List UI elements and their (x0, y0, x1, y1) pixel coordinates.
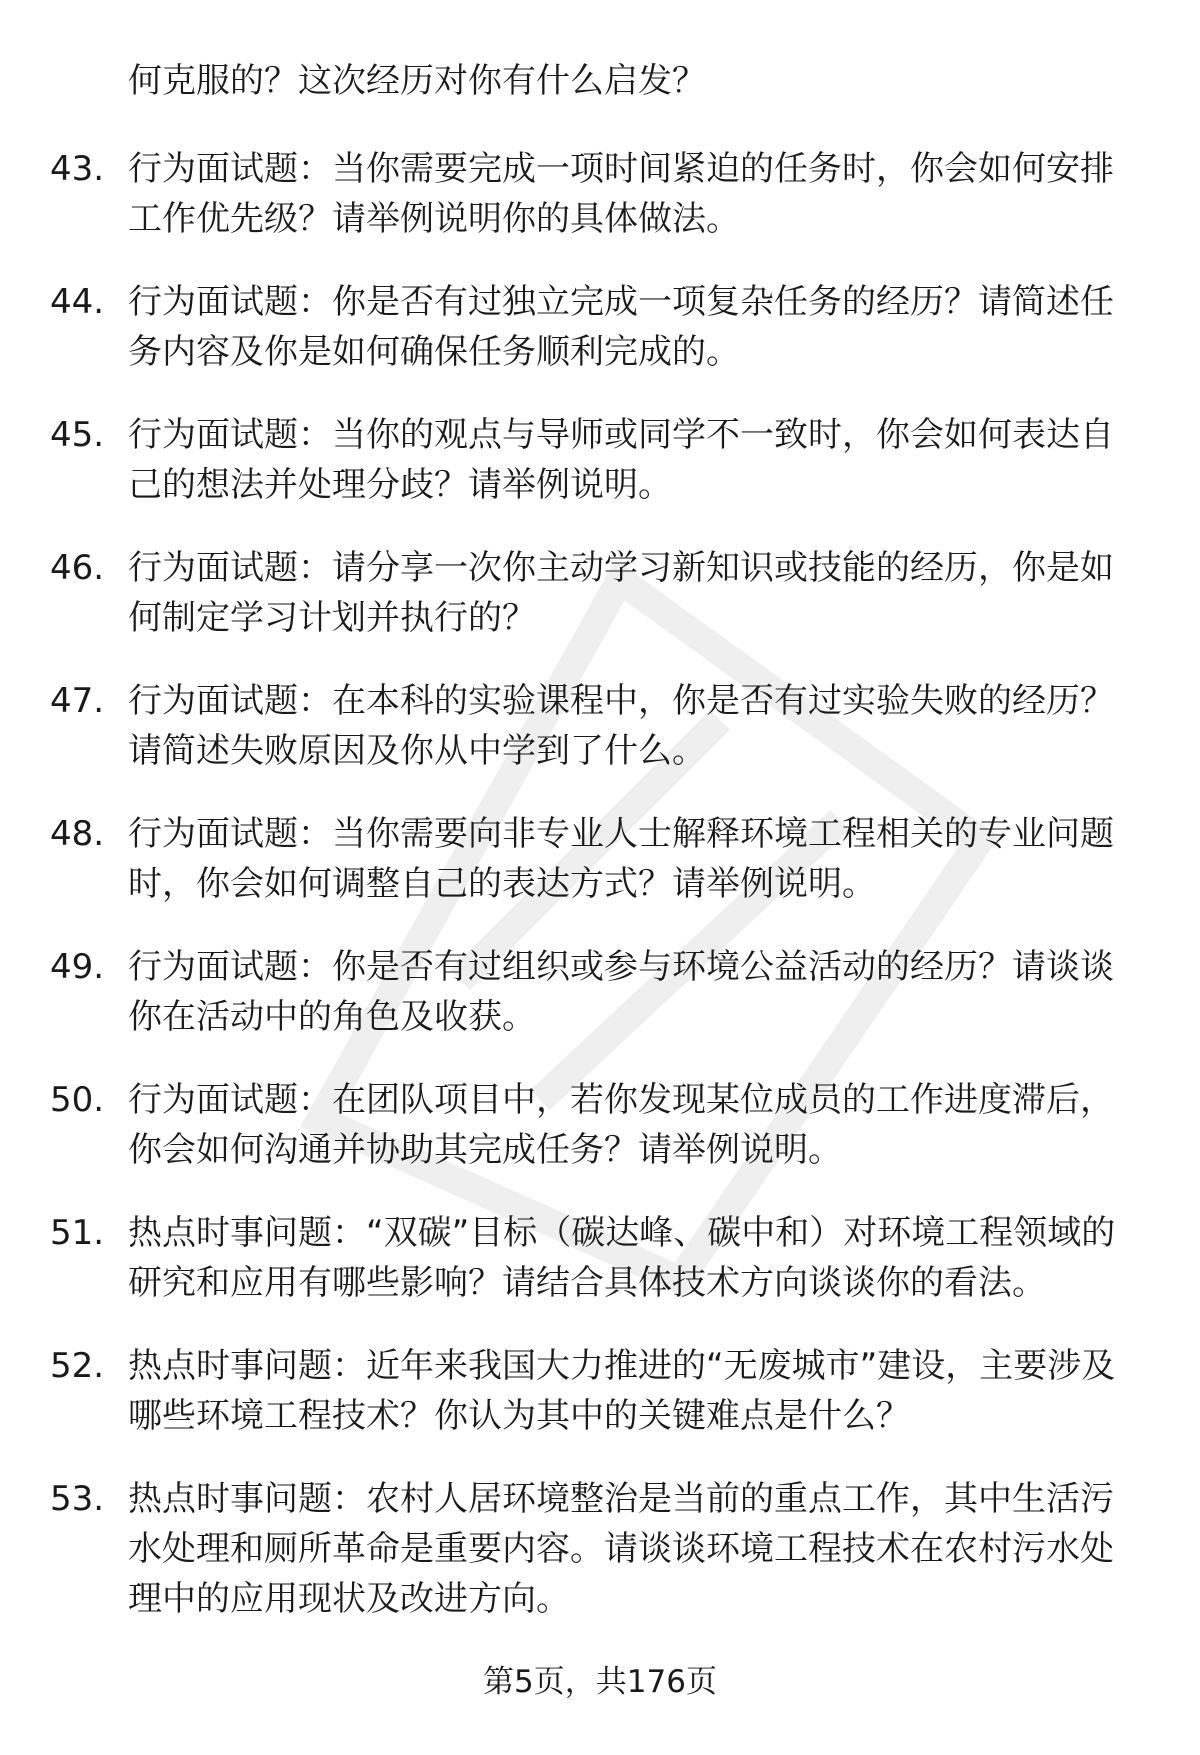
question-item (0, 1208, 1138, 1308)
question-text: 行为面试题：请分享一次你主动学习新知识或技能的经历，你是如何制定学习计划并执行的？ (128, 548, 1114, 638)
question-item (0, 277, 1138, 377)
question-number: 53. (50, 1479, 105, 1519)
question-number: 44. (50, 282, 105, 322)
question-text: 行为面试题：当你需要完成一项时间紧迫的任务时，你会如何安排工作优先级？请举例说明你的具体做法。 (128, 149, 1114, 239)
question-text: 行为面试题：当你需要向非专业人士解释环境工程相关的专业问题时，你会如何调整自己的表达方式？请举例说明。 (128, 814, 1114, 904)
continuation-text: 何克服的？这次经历对你有什么启发？ (128, 61, 706, 101)
question-text: 行为面试题：在团队项目中，若你发现某位成员的工作进度滞后，你会如何沟通并协助其完成任务？请举例说明。 (128, 1080, 1114, 1170)
question-item (0, 410, 1138, 510)
question-number: 45. (50, 415, 105, 455)
question-text: 行为面试题：你是否有过组织或参与环境公益活动的经历？请谈谈你在活动中的角色及收获。 (128, 947, 1114, 1037)
question-number: 47. (50, 681, 105, 721)
question-item (0, 676, 1138, 776)
question-text: 行为面试题：当你的观点与导师或同学不一致时，你会如何表达自己的想法并处理分歧？请举例说明。 (128, 415, 1114, 505)
question-number: 46. (50, 548, 105, 588)
question-text: 行为面试题：在本科的实验课程中，你是否有过实验失败的经历？请简述失败原因及你从中学到了什么。 (128, 681, 1114, 771)
question-number: 51. (50, 1213, 105, 1253)
question-text: 热点时事问题：“双碳”目标（碳达峰、碳中和）对环境工程领域的研究和应用有哪些影响？请结合具体技术方向谈谈你的看法。 (128, 1213, 1116, 1303)
question-item (0, 1474, 1138, 1624)
question-item (0, 144, 1138, 244)
question-text: 热点时事问题：农村人居环境整治是当前的重点工作，其中生活污水处理和厕所革命是重要内容。请谈谈环境工程技术在农村污水处理中的应用现状及改进方向。 (128, 1479, 1114, 1619)
question-item (0, 1075, 1138, 1175)
question-item (0, 942, 1138, 1042)
page-indicator: 第5页，共176页 (483, 1664, 717, 1700)
question-item (0, 809, 1138, 909)
question-text: 行为面试题：你是否有过独立完成一项复杂任务的经历？请简述任务内容及你是如何确保任务顺利完成的。 (128, 282, 1114, 372)
question-item (0, 543, 1138, 643)
question-number: 43. (50, 149, 105, 189)
question-number: 49. (50, 947, 105, 987)
question-text: 热点时事问题：近年来我国大力推进的“无废城市”建设，主要涉及哪些环境工程技术？你认为其中的关键难点是什么？ (128, 1346, 1116, 1436)
question-number: 48. (50, 814, 105, 854)
question-item (0, 1341, 1138, 1441)
question-list (0, 144, 1200, 1657)
question-number: 50. (50, 1080, 105, 1120)
question-number: 52. (50, 1346, 105, 1386)
